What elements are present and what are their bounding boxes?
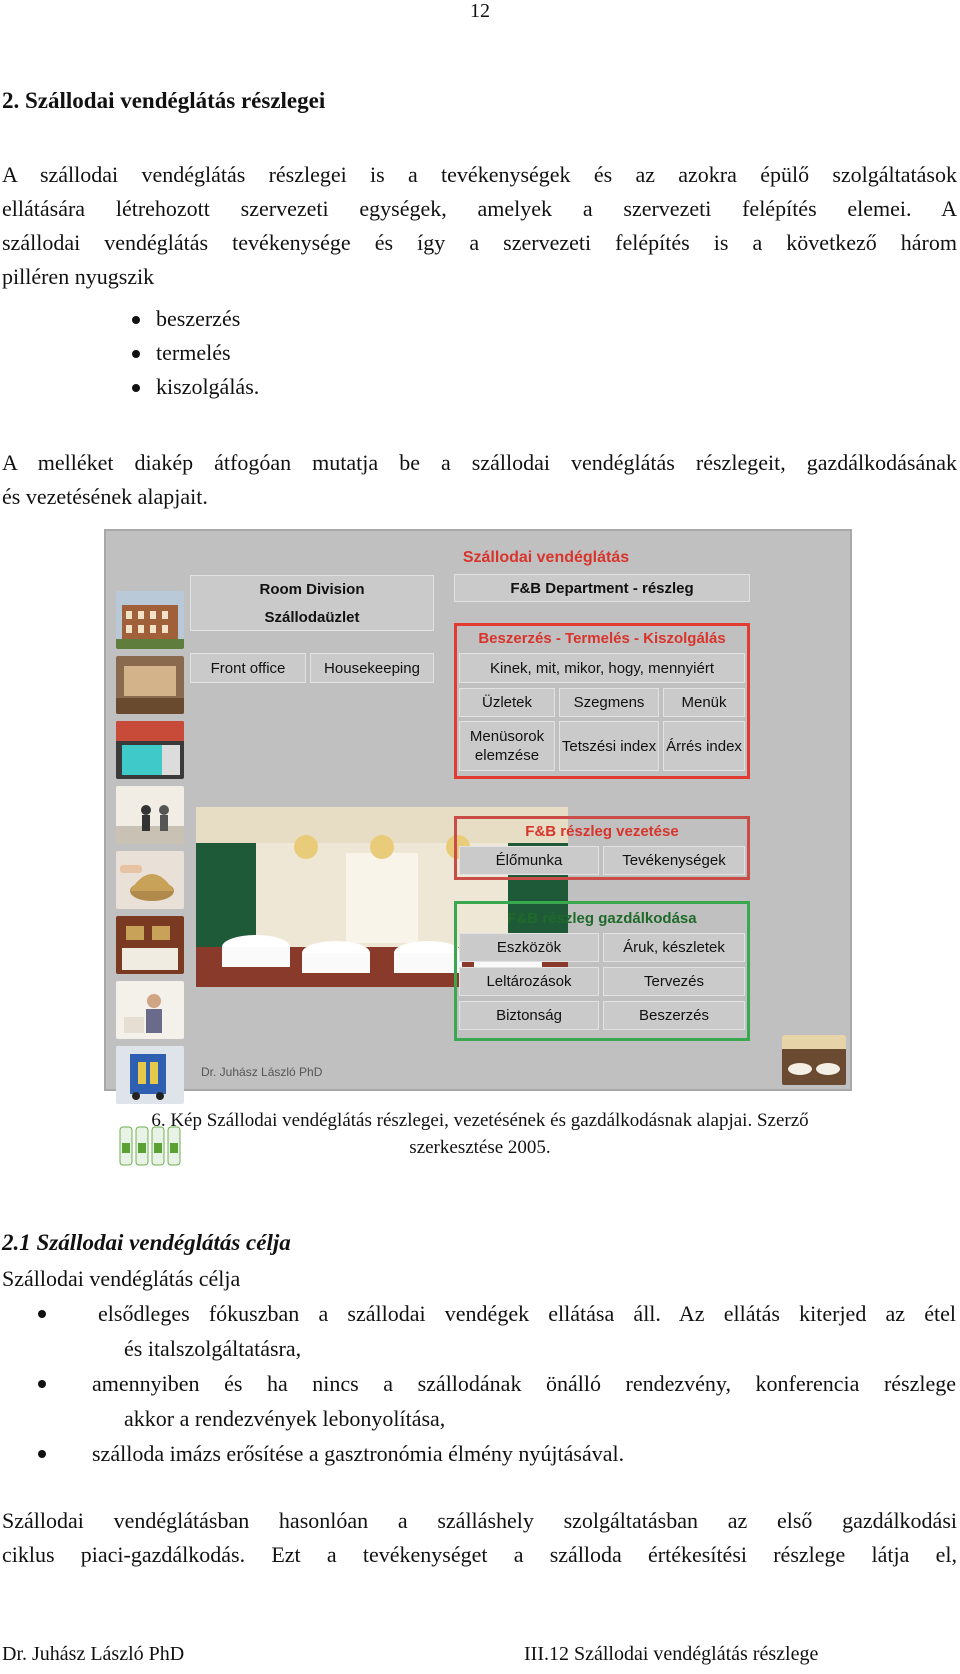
uzletek-box: Üzletek	[459, 688, 555, 717]
intro-line-3: szállodai vendéglátás tevékenysége és így a szervezeti felépítés is a következő három	[2, 230, 957, 255]
bts-title: Beszerzés - Termelés - Kiszolgálás	[478, 630, 726, 647]
page-number: 12	[470, 0, 490, 22]
footer-chapter: III.12 Szállodai vendéglátás részlege	[524, 1643, 819, 1665]
eszkozok-box: Eszközök	[459, 933, 599, 962]
slide-intro-line-1: A melléket diakép átfogóan mutatja be a szállodai vendéglátás részlegeit, gazdálkodásának	[2, 450, 957, 475]
goal-2-line-2: akkor a rendezvények lebonyolítása,	[124, 1406, 446, 1431]
housekeeping-box: Housekeeping	[310, 653, 434, 683]
lobby-photo	[116, 656, 184, 714]
list-item	[66, 1436, 956, 1471]
reception-desk-photo	[116, 721, 184, 779]
list-item	[66, 1296, 956, 1366]
cleaning-cart-photo	[116, 1046, 184, 1104]
hotel-room-photo	[116, 916, 184, 974]
goal-3-line-1: szálloda imázs erősítése a gasztronómia élmény nyújtásával.	[92, 1441, 625, 1466]
list-item	[66, 1366, 956, 1436]
elomunka-box: Élőmunka	[459, 846, 599, 875]
list-item: kiszolgálás.	[132, 370, 259, 404]
aruk-box: Áruk, készletek	[603, 933, 745, 962]
fb-department-box: F&B Department - részleg	[454, 574, 750, 602]
goal-1-line-1: elsődleges fókuszban a szállodai vendégek ellátása áll. Az ellátás kiterjed az étel	[98, 1301, 956, 1326]
slide-intro-line-2: és vezetésének alapjait.	[2, 484, 208, 509]
biztonsag-box: Biztonság	[459, 1001, 599, 1030]
szallodauzlet-label: Szállodaüzlet	[264, 608, 360, 626]
closing-line-1: Szállodai vendéglátásban hasonlóan a szálláshely szolgáltatásban az első gazdálkodási	[2, 1508, 957, 1533]
subsection-heading: 2.1 Szállodai vendéglátás célja	[2, 1230, 291, 1255]
menusorok-box: Menüsorok elemzése	[459, 721, 555, 771]
intro-line-2: ellátására létrehozott szervezeti egységek, amelyek a szervezeti felépítés elemei. A	[2, 196, 957, 221]
room-division-box	[190, 575, 434, 631]
menuk-box: Menük	[663, 688, 745, 717]
leltarozasok-box: Leltározások	[459, 967, 599, 996]
goal-2-line-1: amennyiben és ha nincs a szállodának önálló rendezvény, konferencia részlege	[92, 1371, 956, 1396]
hotel-building-photo	[116, 591, 184, 649]
housekeeping-photo	[116, 981, 184, 1039]
goal-1-line-2: és italszolgáltatásra,	[124, 1336, 302, 1361]
closing-line-2: ciklus piaci-gazdálkodás. Ezt a tevékenységet a szálloda értékesítési részlege látja el,	[2, 1542, 957, 1567]
arres-box: Árrés index	[663, 721, 745, 771]
beszerzes-box: Beszerzés	[603, 1001, 745, 1030]
front-office-box: Front office	[190, 653, 306, 683]
intro-line-4: pilléren nyugszik	[2, 264, 155, 289]
section-heading: 2. Szállodai vendéglátás részlegei	[2, 88, 326, 113]
vezetese-title: F&B részleg vezetése	[525, 823, 679, 840]
list-item: termelés	[132, 336, 259, 370]
list-item: beszerzés	[132, 302, 259, 336]
slide-credit: Dr. Juhász László PhD	[201, 1065, 323, 1079]
banquet-hall-photo	[782, 1035, 846, 1085]
pillars-list	[132, 302, 259, 404]
photo-strip	[116, 591, 184, 1176]
tervezes-box: Tervezés	[603, 967, 745, 996]
kinek-box: Kinek, mit, mikor, hogy, mennyiért	[459, 653, 745, 683]
service-bell-photo	[116, 851, 184, 909]
footer-author: Dr. Juhász László PhD	[2, 1643, 185, 1665]
caption-line-1: 6. Kép Szállodai vendéglátás részlegei, vezetésének és gazdálkodásnak alapjai. Szerző	[151, 1110, 809, 1131]
room-division-label: Room Division	[259, 580, 365, 598]
caption-line-2: szerkesztése 2005.	[409, 1137, 551, 1158]
gazdalkodasa-title: F&B részleg gazdálkodása	[507, 910, 697, 927]
slide-title: Szállodai vendéglátás	[462, 549, 630, 566]
tevekenysegek-box: Tevékenységek	[603, 846, 745, 875]
goals-list	[66, 1296, 956, 1471]
intro-line-1: A szállodai vendéglátás részlegei is a tevékenységek és az azokra épülő szolgáltatások	[2, 162, 957, 187]
figure-caption	[100, 1107, 860, 1161]
front-office-photo	[116, 786, 184, 844]
goal-intro: Szállodai vendéglátás célja	[2, 1266, 241, 1291]
tetszesi-box: Tetszési index	[559, 721, 659, 771]
slide-figure	[104, 529, 852, 1091]
szegmens-box: Szegmens	[559, 688, 659, 717]
